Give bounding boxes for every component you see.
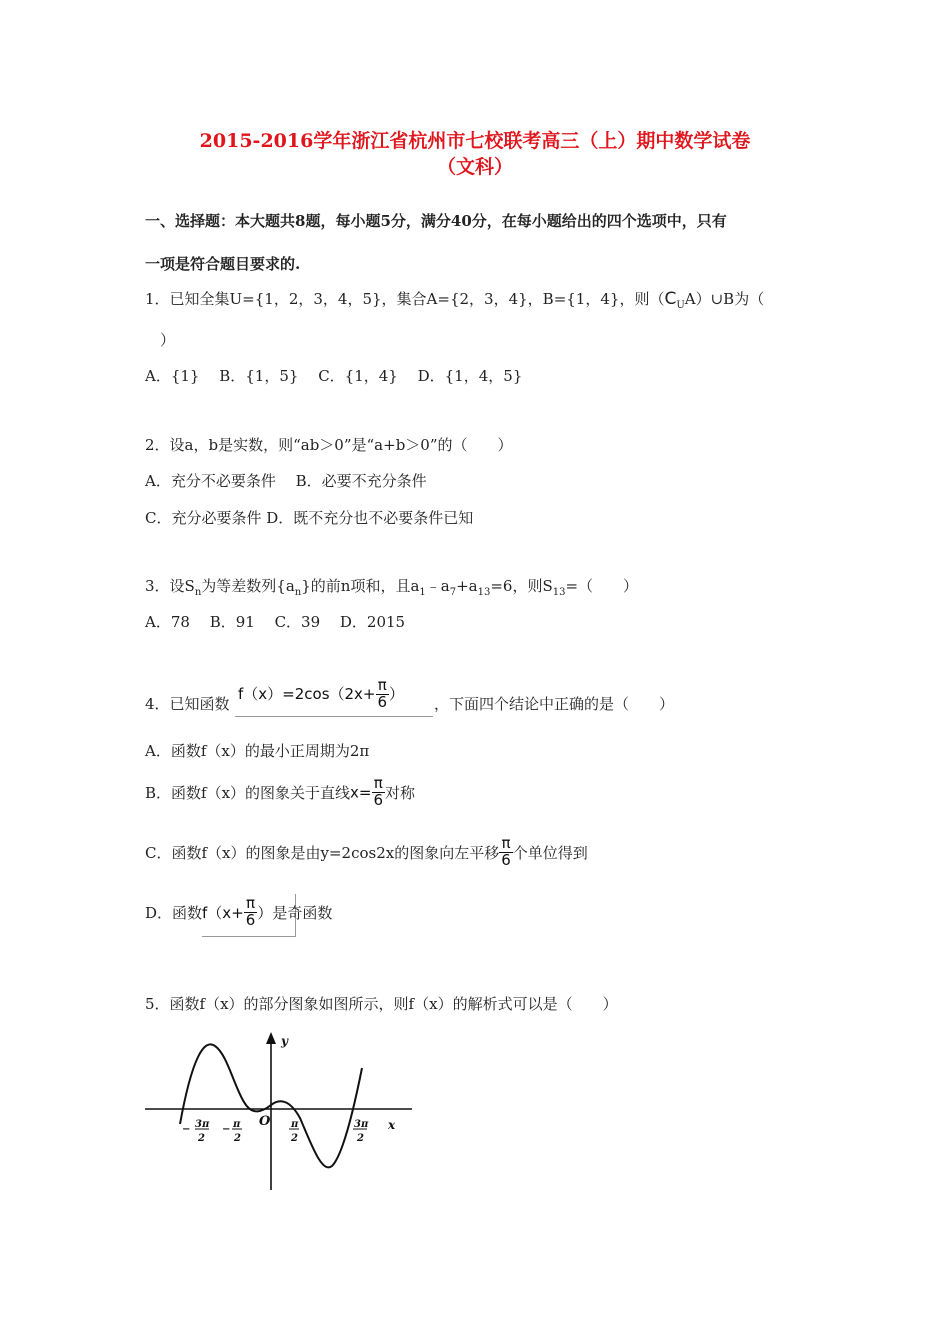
option-text: C．函数f（x）的图象是由y=2cos2x的图象向左平移: [145, 843, 500, 862]
fraction-numerator: π: [499, 836, 513, 853]
q3-text: 为等差数列{a: [201, 577, 295, 595]
tick-3pi-den: 2: [357, 1133, 364, 1144]
q4-formula: [238, 678, 404, 711]
tick-pi-num: π: [291, 1119, 299, 1130]
option-text: B．函数f（x）的图象关于直线: [145, 783, 351, 802]
q3-text: 3．设S: [145, 577, 195, 595]
tick-neg-pi-num: π: [233, 1119, 241, 1130]
option-text: 是奇函数: [272, 903, 333, 922]
option-text: D．函数: [145, 903, 203, 922]
question-4-option-c: [145, 836, 588, 869]
pi-over-six-fraction: [372, 776, 386, 809]
function-graph-figure: [140, 1028, 420, 1198]
formula-text: x=: [350, 783, 372, 802]
question-4-option-b: [145, 776, 415, 809]
q3-text: =（ ）: [565, 577, 639, 595]
question-4-option-d: [145, 896, 332, 929]
tick-3pi-num: 3π: [354, 1119, 369, 1130]
formula-text: ）: [257, 903, 273, 922]
q1-stem-b: A）∪B为（: [684, 290, 765, 308]
q3-sub: n: [194, 587, 202, 598]
formula-text: f（x+: [202, 903, 244, 922]
y-axis-label: y: [281, 1034, 288, 1048]
formula-text: f（x）=2cos（2x+: [238, 684, 376, 703]
q1-stem-a: 1．已知全集U={1，2，3，4，5}，集合A={2，3，4}，B={1，4}，则（: [145, 290, 665, 308]
tick-neg-pi-den: 2: [234, 1133, 241, 1144]
question-4-stem-pre: 4．已知函数: [145, 695, 230, 713]
question-1-options: A．{1} B．{1，5} C．{1，4} D．{1，4，5}: [145, 367, 523, 385]
x-axis-label: x: [388, 1118, 396, 1132]
section-header-line1: 一、选择题：本大题共8题，每小题5分，满分40分，在每小题给出的四个选项中，只有: [145, 212, 727, 230]
question-3-stem: [145, 575, 638, 598]
q3-text: ﹣a: [425, 577, 450, 595]
paper-title-line2: （文科）: [436, 156, 513, 178]
pi-over-six-fraction: [244, 896, 258, 929]
question-3-options: A．78 B．91 C．39 D．2015: [145, 613, 406, 631]
q3-text: =6，则S: [490, 577, 553, 595]
formula-text: ）: [389, 684, 405, 703]
pi-over-six-fraction: [499, 836, 513, 869]
q3-sub: n: [294, 587, 302, 598]
q3-sub: 13: [477, 587, 491, 598]
question-5-stem: 5．函数f（x）的部分图象如图所示，则f（x）的解析式可以是（ ）: [145, 995, 618, 1013]
option-text: 对称: [385, 783, 416, 802]
fraction-numerator: π: [244, 896, 258, 913]
tick-neg-3pi-minus: −: [182, 1124, 191, 1135]
tick-pi-den: 2: [291, 1133, 298, 1144]
fraction-numerator: π: [372, 776, 386, 793]
q3-text: }的前n项和，且a: [301, 577, 420, 595]
question-1-close: ）: [160, 331, 176, 349]
complement-symbol: C: [664, 289, 677, 309]
paper-title-line1: 2015-2016学年浙江省杭州市七校联考高三（上）期中数学试卷: [199, 130, 751, 152]
origin-label: O: [259, 1114, 271, 1129]
fraction-denominator: 6: [377, 692, 388, 711]
question-2-options-ab: A．充分不必要条件 B．必要不充分条件: [145, 472, 427, 490]
fraction-denominator: 6: [373, 790, 384, 809]
y-axis-arrow: [266, 1032, 276, 1044]
question-1-stem: [145, 288, 764, 311]
fraction-numerator: π: [376, 678, 390, 695]
question-4-option-a: A．函数f（x）的最小正周期为2π: [145, 742, 370, 760]
q3-sub: 7: [449, 587, 457, 598]
tick-neg-3pi-num: 3π: [195, 1119, 210, 1130]
tick-neg-3pi-den: 2: [198, 1133, 205, 1144]
section-header-line2: 一项是符合题目要求的.: [145, 255, 301, 273]
question-2-options-cd: C．充分必要条件 D．既不充分也不必要条件已知: [145, 509, 474, 527]
q3-sub: 13: [552, 587, 566, 598]
q3-sub: 1: [419, 587, 426, 598]
fraction-denominator: 6: [501, 850, 511, 869]
tick-neg-pi-minus: −: [222, 1124, 231, 1135]
q1-sub-u: U: [676, 300, 685, 311]
fraction-denominator: 6: [245, 910, 256, 929]
question-4-stem-post: ，下面四个结论中正确的是（ ）: [434, 695, 675, 713]
q3-text: +a: [456, 577, 478, 595]
pi-over-six-fraction: [376, 678, 390, 711]
question-2-stem: 2．设a，b是实数，则“ab＞0”是“a+b＞0”的（ ）: [145, 436, 513, 454]
option-text: 个单位得到: [512, 843, 588, 862]
